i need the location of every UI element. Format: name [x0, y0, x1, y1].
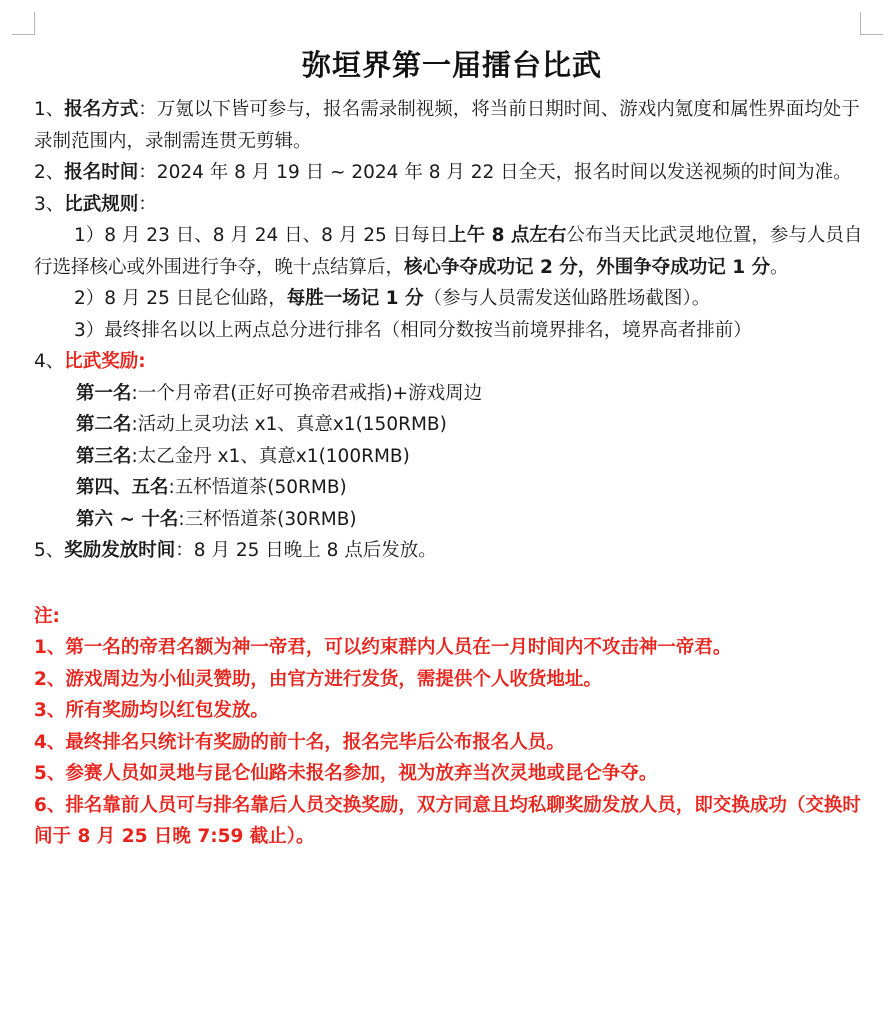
item-number: 2、 — [34, 162, 65, 183]
item-reward-time — [34, 535, 870, 567]
reward-list — [34, 378, 870, 536]
rule-1 — [34, 220, 870, 283]
reward-prize: :活动上灵功法 x1、真意x1(150RMB) — [131, 414, 447, 435]
item-label: 比武奖励: — [64, 351, 146, 372]
item-label: 报名方式 — [64, 99, 139, 120]
rule-text: 公布当天比武灵地位置，参与人员自行选择核心或外围进行争夺，晚十点结算后， — [34, 225, 863, 278]
item-number: 3、 — [34, 193, 65, 215]
reward-prize: :一个月帝君(正好可换帝君戒指)+游戏周边 — [131, 382, 483, 404]
item-label: 报名时间 — [64, 162, 139, 183]
item-text: ：2024 年 8 月 19 日 ~ 2024 年 8 月 22 日全天，报名时间以发送视频的时间为准。 — [138, 162, 852, 183]
item-text: ：8 月 25 日晚上 8 点后发放。 — [175, 540, 437, 561]
rule-text: 2）8 月 25 日昆仑仙路， — [74, 288, 287, 309]
blank-line — [34, 567, 870, 601]
item-signup-time — [34, 157, 870, 189]
item-text: ：万氪以下皆可参与，报名需录制视频，将当前日期时间、游戏内氪度和属性界面均处于录制范围内，录制需连贯无剪辑。 — [34, 99, 860, 152]
note-item: 2、游戏周边为小仙灵赞助，由官方进行发货，需提供个人收货地址。 — [34, 668, 602, 690]
reward-rank: 第一名 — [76, 382, 132, 404]
item-rules — [34, 189, 870, 221]
rule-3: 3）最终排名以以上两点总分进行排名（相同分数按当前境界排名，境界高者排前） — [74, 319, 752, 341]
item-number: 1、 — [34, 99, 65, 120]
reward-row — [34, 472, 870, 504]
reward-rank: 第四、五名 — [76, 477, 169, 498]
note-item: 3、所有奖励均以红包发放。 — [34, 700, 269, 721]
rule-text: （参与人员需发送仙路胜场截图）。 — [423, 288, 711, 309]
note-item: 1、第一名的帝君名额为神一帝君，可以约束群内人员在一月时间内不攻击神一帝君。 — [34, 637, 732, 658]
reward-row — [34, 409, 870, 441]
document-page — [34, 44, 870, 853]
reward-rank: 第二名 — [76, 414, 132, 435]
item-text: ： — [138, 193, 157, 215]
rule-highlight: 每胜一场记 1 分 — [286, 288, 424, 309]
item-signup-method — [34, 94, 870, 157]
note-item: 4、最终排名只统计有奖励的前十名，报名完毕后公布报名人员。 — [34, 731, 565, 753]
reward-row — [34, 378, 870, 410]
reward-rank: 第三名 — [76, 445, 132, 467]
rule-text: 1）8 月 23 日、8 月 24 日、8 月 25 日每日 — [74, 225, 449, 246]
item-number: 4、 — [34, 351, 65, 372]
item-number: 5、 — [34, 540, 65, 561]
rule-highlight: 上午 8 点左右 — [448, 225, 567, 246]
reward-prize: :太乙金丹 x1、真意x1(100RMB) — [131, 445, 410, 467]
item-label: 奖励发放时间 — [64, 540, 176, 561]
rule-highlight: 核心争夺成功记 2 分，外围争夺成功记 1 分 — [404, 256, 771, 278]
rule-text: 。 — [770, 256, 789, 278]
page-title: 弥垣界第一届擂台比武 — [301, 48, 602, 82]
item-label: 比武规则 — [64, 193, 139, 215]
reward-prize: :三杯悟道茶(30RMB) — [178, 508, 357, 530]
rule-2 — [34, 283, 870, 315]
item-rewards — [34, 346, 870, 378]
page-corner-mark-top-right — [860, 12, 883, 35]
note-item: 5、参赛人员如灵地与昆仑仙路未报名参加，视为放弃当次灵地或昆仑争夺。 — [34, 763, 658, 784]
notes-section — [34, 601, 870, 853]
notes-heading: 注: — [34, 605, 60, 627]
reward-rank: 第六 ~ 十名 — [76, 508, 179, 530]
reward-row — [34, 504, 870, 536]
reward-prize: :五杯悟道茶(50RMB) — [168, 477, 347, 498]
reward-row — [34, 441, 870, 473]
page-corner-mark-top-left — [12, 12, 35, 35]
note-item: 6、排名靠前人员可与排名靠后人员交换奖励，双方同意且均私聊奖励发放人员，即交换成功（交换时间于 8 月 25 日晚 7:59 截止）。 — [34, 794, 861, 847]
